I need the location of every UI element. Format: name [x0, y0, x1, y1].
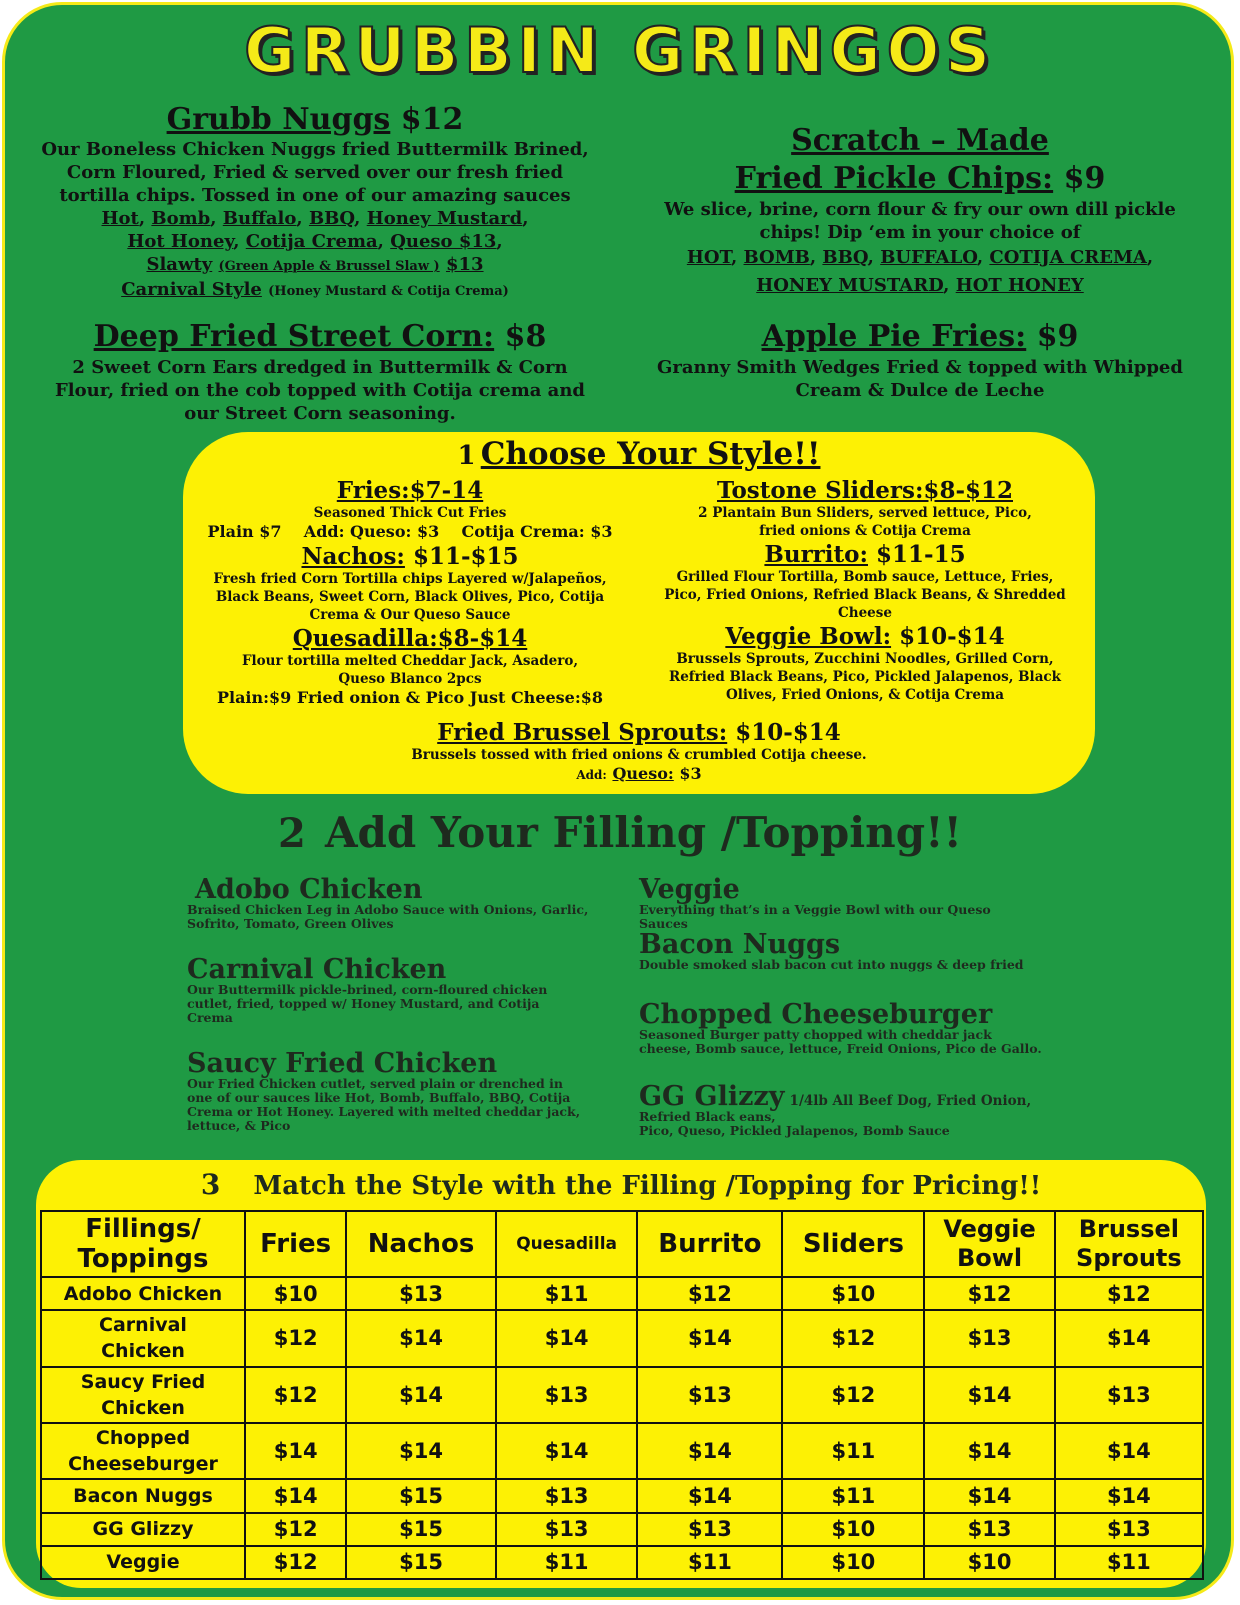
price-cell: $11: [782, 1423, 924, 1479]
step1-right-column: [645, 478, 1085, 704]
price-cell: $11: [1055, 1546, 1203, 1579]
saucy-name: Saucy Fried Chicken: [187, 1048, 498, 1079]
pickle-desc-1: We slice, brine, corn flour & fry our own dill pickle: [664, 199, 1176, 220]
price-cell: $10: [924, 1546, 1054, 1579]
price-cell: $14: [496, 1423, 638, 1479]
price-cell: $13: [496, 1367, 638, 1423]
price-cell: $11: [496, 1277, 638, 1310]
adobo-name: Adobo Chicken: [195, 874, 423, 905]
apple-pie-name: Apple Pie Fries:: [761, 319, 1027, 354]
price-row: [41, 1423, 1203, 1479]
filling-veggie: [639, 876, 1069, 931]
grubb-nuggs-desc-1: Our Boneless Chicken Nuggs fried Buttermilk Brined,: [41, 139, 589, 160]
pickle-sauce-bbq: BBQ: [822, 247, 868, 268]
price-row: [41, 1277, 1203, 1310]
header-nachos: Nachos: [346, 1211, 495, 1277]
glizzy-desc-2: Pico, Queso, Pickled Jalapenos, Bomb Sauce: [639, 1123, 950, 1138]
pricing-table: [40, 1210, 1204, 1580]
price-cell: $15: [346, 1546, 495, 1579]
saucy-desc-4: lettuce, & Pico: [187, 1118, 291, 1133]
cheeseburger-desc-2: cheese, Bomb sauce, lettuce, Freid Onions, Pico de Gallo.: [639, 1041, 1042, 1056]
price-cell: $11: [496, 1546, 638, 1579]
price-row: [41, 1546, 1203, 1579]
price-cell: $14: [924, 1479, 1054, 1512]
carnival-name: Carnival Chicken: [187, 954, 447, 985]
pickle-price: $9: [1063, 161, 1106, 196]
veggie-bowl-desc-1: Brussels Sprouts, Zucchini Noodles, Grilled Corn,: [676, 651, 1054, 667]
price-cell: $10: [245, 1277, 346, 1310]
header-burrito: Burrito: [637, 1211, 782, 1277]
price-cell: $13: [1055, 1367, 1203, 1423]
pickle-sauce-bomb: BOMB: [743, 247, 810, 268]
price-cell: $14: [245, 1423, 346, 1479]
sauce-bbq: BBQ: [308, 208, 355, 229]
step1-number: 1: [457, 441, 476, 471]
nachos-name: Nachos:: [301, 543, 405, 570]
cheeseburger-name: Chopped Cheeseburger: [639, 999, 993, 1030]
nachos-desc-3: Crema & Our Queso Sauce: [309, 607, 511, 623]
price-cell: $14: [1055, 1310, 1203, 1366]
sauce-slawty-note: (Green Apple & Brussel Slaw ): [218, 259, 440, 274]
brussel-desc: Brussels tossed with fried onions & crumbled Cotija cheese.: [411, 747, 867, 763]
sauce-slawty-price: $13: [445, 254, 484, 275]
quesadilla-desc-2: Queso Blanco 2pcs: [338, 671, 482, 687]
price-cell: $13: [1055, 1513, 1203, 1546]
step2-header: [0, 808, 1240, 857]
sauce-cotija: Cotija Crema: [245, 231, 378, 252]
row-filling-name: Carnival Chicken: [41, 1310, 245, 1366]
saucy-desc-1: Our Fried Chicken cutlet, served plain or drenched in: [187, 1076, 563, 1091]
burrito-desc-1: Grilled Flour Tortilla, Bomb sauce, Lettuce, Fries,: [676, 569, 1054, 585]
pickle-chips-section: Scratch – Made Fried Pickle Chips: $9 We slice, brine, corn flour & fry our own dill pickle chips! Dip ‘em in your choice of HOT, BOMB, BBQ, BUFFALO, COTIJA CREMA, HONEY MUSTARD, HOT HONEY: [630, 122, 1210, 300]
tostone-name: Tostone Sliders:$8-$12: [716, 477, 1013, 504]
sauce-hot-honey: Hot Honey: [127, 231, 234, 252]
burrito-desc-3: Cheese: [838, 605, 892, 621]
bacon-desc-1: Double smoked slab bacon cut into nuggs & deep fried: [639, 957, 1024, 972]
price-cell: $11: [637, 1546, 782, 1579]
price-cell: $14: [1055, 1479, 1203, 1512]
price-row: [41, 1513, 1203, 1546]
step1-title: Choose Your Style!!: [480, 436, 821, 472]
glizzy-inline: 1/4lb All Beef Dog, Fried Onion,: [789, 1093, 1032, 1109]
brussel-queso-price: $3: [679, 764, 702, 783]
burrito-desc-2: Pico, Fried Onions, Refried Black Beans, & Shredded: [664, 587, 1066, 603]
price-cell: $13: [496, 1513, 638, 1546]
price-cell: $15: [346, 1479, 495, 1512]
veggie-bowl-price: $10-$14: [899, 623, 1005, 650]
sauce-carnival: Carnival Style: [121, 279, 262, 300]
cheeseburger-desc-1: Seasoned Burger patty chopped with cheddar jack: [639, 1027, 992, 1042]
carnival-desc-2: cutlet, fried, topped w/ Honey Mustard, and Cotija: [187, 996, 540, 1011]
filling-adobo: [187, 874, 615, 931]
street-corn-name: Deep Fried Street Corn:: [93, 319, 495, 354]
price-cell: $14: [346, 1310, 495, 1366]
filling-carnival: [187, 956, 607, 1025]
filling-cheeseburger: [639, 1001, 1069, 1056]
price-cell: $12: [245, 1367, 346, 1423]
price-cell: $12: [924, 1277, 1054, 1310]
sauce-bomb: Bomb: [151, 208, 211, 229]
pickle-desc-2: chips! Dip ‘em in your choice of: [759, 222, 1081, 243]
sauce-slawty: Slawty: [146, 254, 213, 275]
adobo-desc-1: Braised Chicken Leg in Adobo Sauce with Onions, Garlic,: [187, 902, 589, 917]
row-filling-name: Saucy Fried Chicken: [41, 1367, 245, 1423]
pickle-sauce-buffalo: BUFFALO: [880, 247, 977, 268]
pickle-sauce-hot-honey: HOT HONEY: [955, 275, 1084, 296]
price-cell: $10: [782, 1277, 924, 1310]
pickle-name-2: Fried Pickle Chips:: [734, 161, 1054, 196]
price-cell: $14: [496, 1310, 638, 1366]
step1-left-column: [190, 478, 630, 708]
quesadilla-desc-1: Flour tortilla melted Cheddar Jack, Asadero,: [241, 653, 579, 669]
pickle-sauce-hot: HOT: [686, 247, 731, 268]
row-filling-name: Veggie: [41, 1546, 245, 1579]
sauce-queso: Queso $13: [390, 231, 497, 252]
apple-pie-desc-1: Granny Smith Wedges Fried & topped with Whipped: [657, 357, 1183, 378]
price-cell: $14: [346, 1367, 495, 1423]
nachos-desc-1: Fresh fried Corn Tortilla chips Layered w/Jalapeños,: [213, 571, 607, 587]
filling-glizzy: [639, 1083, 1099, 1138]
price-cell: $10: [782, 1513, 924, 1546]
burrito-price: $11-15: [876, 541, 966, 568]
grubb-nuggs-name: Grubb Nuggs: [166, 102, 391, 137]
burrito-name: Burrito:: [764, 541, 868, 568]
price-cell: $14: [924, 1367, 1054, 1423]
saucy-desc-3: Crema or Hot Honey. Layered with melted cheddar jack,: [187, 1104, 581, 1119]
saucy-desc-2: one of our sauces like Hot, Bomb, Buffalo, BBQ, Cotija: [187, 1090, 571, 1105]
step3-title: Match the Style with the Filling /Topping for Pricing!!: [253, 1171, 1042, 1201]
price-cell: $14: [346, 1423, 495, 1479]
grubb-nuggs-price: $12: [400, 102, 464, 137]
bacon-name: Bacon Nuggs: [639, 929, 841, 960]
veggie-bowl-desc-3: Olives, Fried Onions, & Cotija Crema: [725, 687, 1005, 703]
glizzy-desc-1: Refried Black eans,: [639, 1109, 776, 1124]
street-corn-desc-3: our Street Corn seasoning.: [184, 403, 456, 424]
step2-title: Add Your Filling /Topping!!: [324, 808, 962, 857]
header-sliders: Sliders: [782, 1211, 924, 1277]
glizzy-name: GG Glizzy: [639, 1081, 785, 1112]
price-row: [41, 1310, 1203, 1366]
carnival-desc-3: Crema: [187, 1010, 233, 1025]
step3-header: [36, 1168, 1206, 1201]
price-cell: $13: [924, 1310, 1054, 1366]
brussel-price: $10-$14: [735, 719, 841, 746]
price-row: [41, 1479, 1203, 1512]
pickle-name-1: Scratch – Made: [791, 123, 1049, 158]
brussel-name: Fried Brussel Sprouts:: [437, 719, 728, 746]
header-quesadilla: Quesadilla: [496, 1211, 638, 1277]
price-cell: $10: [782, 1546, 924, 1579]
veggie-bowl-desc-2: Refried Black Beans, Pico, Pickled Jalapenos, Black: [668, 669, 1062, 685]
fries-desc: Seasoned Thick Cut Fries: [313, 505, 507, 521]
price-row: [41, 1367, 1203, 1423]
veggie-name: Veggie: [639, 874, 740, 905]
step1-header: [183, 436, 1095, 472]
street-corn-desc-1: 2 Sweet Corn Ears dredged in Buttermilk & Corn: [72, 357, 568, 378]
tostone-desc-1: 2 Plantain Bun Sliders, served lettuce, Pico,: [698, 505, 1032, 521]
price-cell: $12: [782, 1310, 924, 1366]
brussel-sprouts-section: [183, 720, 1095, 785]
header-brussel-sprouts: Brussel Sprouts: [1055, 1211, 1203, 1277]
veggie-bowl-name: Veggie Bowl:: [725, 623, 892, 650]
pickle-sauce-honey-mustard: HONEY MUSTARD: [756, 275, 944, 296]
header-fries: Fries: [245, 1211, 346, 1277]
sauce-carnival-note: (Honey Mustard & Cotija Crema): [268, 284, 509, 299]
veggie-desc-1: Everything that’s in a Veggie Bowl with our Queso: [639, 902, 991, 917]
sauce-honey-mustard: Honey Mustard: [366, 208, 523, 229]
tostone-desc-2: fried onions & Cotija Crema: [759, 523, 971, 539]
sauce-hot: Hot: [101, 208, 139, 229]
filling-bacon: [639, 931, 1069, 972]
price-cell: $13: [924, 1513, 1054, 1546]
header-veggie-bowl: Veggie Bowl: [924, 1211, 1054, 1277]
grubb-nuggs-desc-3: tortilla chips. Tossed in one of our amazing sauces: [59, 185, 571, 206]
nachos-price: $11-$15: [412, 543, 519, 570]
apple-pie-price: $9: [1036, 319, 1079, 354]
veggie-desc-2: Sauces: [639, 916, 688, 931]
pickle-sauce-cotija: COTIJA CREMA: [989, 247, 1147, 268]
row-filling-name: GG Glizzy: [41, 1513, 245, 1546]
brussel-add-label: Add:: [576, 768, 607, 782]
pricing-header-row: [41, 1211, 1203, 1277]
row-filling-name: Adobo Chicken: [41, 1277, 245, 1310]
price-cell: $12: [1055, 1277, 1203, 1310]
price-cell: $14: [637, 1310, 782, 1366]
price-cell: $13: [637, 1367, 782, 1423]
step2-number: 2: [278, 810, 306, 857]
quesadilla-name: Quesadilla:$8-$14: [292, 625, 528, 652]
price-cell: $14: [1055, 1423, 1203, 1479]
fries-price-line: Plain $7 Add: Queso: $3 Cotija Crema: $3: [207, 522, 613, 541]
price-cell: $15: [346, 1513, 495, 1546]
apple-pie-section: [630, 318, 1210, 402]
street-corn-price: $8: [504, 319, 547, 354]
adobo-desc-2: Sofrito, Tomato, Green Olives: [187, 916, 394, 931]
apple-pie-desc-2: Cream & Dulce de Leche: [795, 380, 1045, 401]
row-filling-name: Bacon Nuggs: [41, 1479, 245, 1512]
price-cell: $13: [637, 1513, 782, 1546]
price-cell: $13: [346, 1277, 495, 1310]
nachos-desc-2: Black Beans, Sweet Corn, Black Olives, Pico, Cotija: [215, 589, 605, 605]
price-cell: $12: [245, 1546, 346, 1579]
sauce-buffalo: Buffalo: [222, 208, 297, 229]
carnival-desc-1: Our Buttermilk pickle-brined, corn-floured chicken: [187, 982, 548, 997]
filling-saucy: [187, 1050, 607, 1133]
quesadilla-price-line: Plain:$9 Fried onion & Pico Just Cheese:$8: [216, 688, 604, 707]
price-cell: $11: [782, 1479, 924, 1512]
header-fillings: Fillings/ Toppings: [41, 1211, 245, 1277]
price-cell: $13: [496, 1479, 638, 1512]
grubb-nuggs-desc-2: Corn Floured, Fried & served over our fresh fried: [66, 162, 564, 183]
price-cell: $12: [637, 1277, 782, 1310]
street-corn-section: [30, 318, 610, 425]
price-cell: $12: [245, 1310, 346, 1366]
fries-name: Fries:$7-14: [336, 477, 484, 504]
street-corn-desc-2: Flour, fried on the cob topped with Cotija crema and: [54, 380, 585, 401]
price-cell: $14: [245, 1479, 346, 1512]
step3-number: 3: [200, 1168, 221, 1201]
restaurant-title: GRUBBIN GRINGOS: [244, 14, 996, 87]
price-cell: $14: [924, 1423, 1054, 1479]
price-cell: $14: [637, 1479, 782, 1512]
price-cell: $14: [637, 1423, 782, 1479]
brussel-queso-label: Queso:: [612, 764, 674, 783]
price-cell: $12: [782, 1367, 924, 1423]
price-cell: $12: [245, 1513, 346, 1546]
row-filling-name: Chopped Cheeseburger: [41, 1423, 245, 1479]
grubb-nuggs-section: Grubb Nuggs $12 Our Boneless Chicken Nuggs fried Buttermilk Brined, Corn Floured, Fried & served over our fresh fried tortilla chips. Tossed in one of our amazing sauces Hot, Bomb, Buffalo, BBQ, Honey Mustard, Hot Honey, Cotija Crema, Queso $13, Slawty (Green Apple & Brussel Slaw ) $13 Carnival Style (Honey Mustard & Cotija Crema): [30, 102, 600, 303]
